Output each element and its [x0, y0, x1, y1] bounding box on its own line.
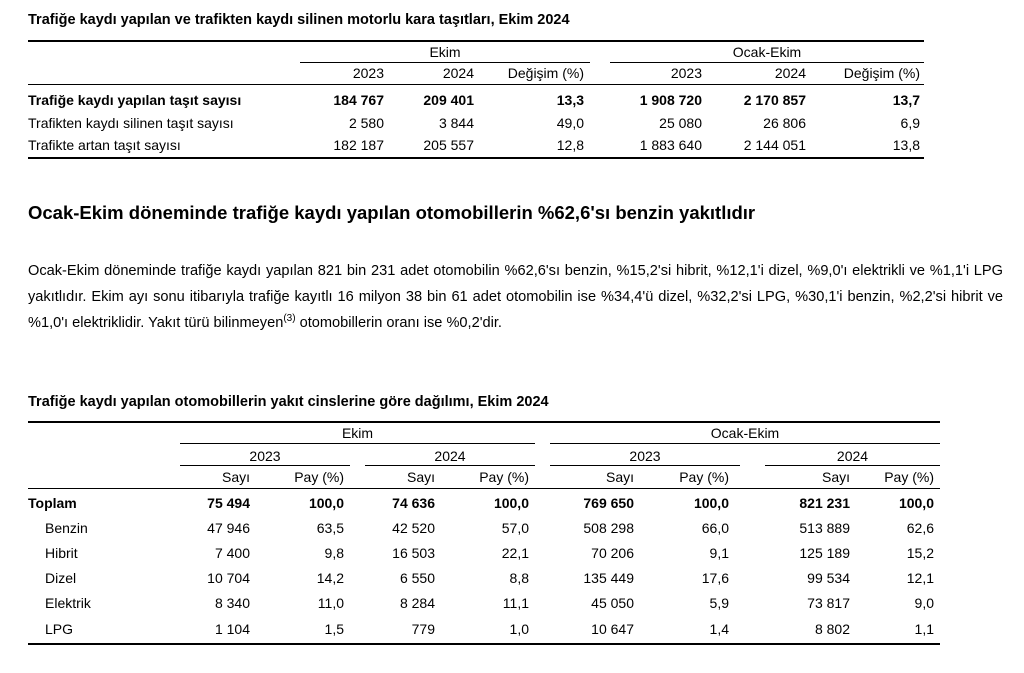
table2-cell: 45 050 — [591, 595, 634, 611]
table2-cell: 5,9 — [709, 595, 729, 611]
section-paragraph — [28, 258, 1003, 336]
table2-cell: 125 189 — [799, 545, 850, 561]
table2-year: 2024 — [836, 448, 869, 464]
table1-cell: 13,8 — [892, 137, 920, 153]
table1-header-rule — [28, 84, 924, 85]
table2-cell: 6 550 — [399, 570, 435, 586]
table2-row-label: Elektrik — [45, 595, 91, 611]
table1-cell: 3 844 — [438, 115, 474, 131]
table1-cell: 49,0 — [556, 115, 584, 131]
table2-year-rule — [180, 465, 350, 466]
table2-cell: 100,0 — [493, 495, 529, 511]
table2-cell: 10 647 — [591, 621, 634, 637]
table2-cell: 9,0 — [914, 595, 934, 611]
table1-bottom-rule — [28, 157, 924, 159]
table1-cell: 2 580 — [348, 115, 384, 131]
table2-cell: 1,4 — [709, 621, 729, 637]
table2-cell: 769 650 — [583, 495, 634, 511]
table2-cell: 100,0 — [693, 495, 729, 511]
table2-col-sayi: Sayı — [821, 469, 850, 485]
paragraph-text: Ocak-Ekim döneminde trafiğe kaydı yapılan 821 bin 231 adet otomobilin %62,6'sı benzin, %15,2'si hibrit, %12,1'i dizel, %9,0'ı elektrikli ve %1,1'i LPG yakıtlıdır. Ekim ayı sonu itibarıyla trafiğe kayıtlı 16 milyon 38 bin 61 adet otomobilin ise %34,4'ü dizel, %32,2'si LPG, %30,1'i benzin, %2,2'si hibrit ve %1,0'ı elektriklidir. Yakıt türü bilinmeyen — [28, 263, 1003, 331]
table2-cell: 508 298 — [583, 520, 634, 536]
table1-cell: 6,9 — [900, 115, 920, 131]
table2-header-rule — [28, 488, 940, 489]
table2-cell: 100,0 — [898, 495, 934, 511]
table2-year-rule — [365, 465, 535, 466]
table2-cell: 1,0 — [509, 621, 529, 637]
table1-cell: 182 187 — [333, 137, 384, 153]
table2-caption: Trafiğe kaydı yapılan otomobillerin yakıt cinslerine göre dağılımı, Ekim 2024 — [28, 394, 549, 410]
table2-cell: 47 946 — [207, 520, 250, 536]
table1-col-year: 2024 — [442, 65, 474, 81]
table2-cell: 100,0 — [308, 495, 344, 511]
table2-cell: 73 817 — [807, 595, 850, 611]
table2-cell: 9,1 — [709, 545, 729, 561]
table2-cell: 11,1 — [502, 595, 529, 611]
table2-cell: 16 503 — [392, 545, 435, 561]
table1-group-rule-ekim — [300, 62, 590, 63]
table2-cell: 14,2 — [316, 570, 344, 586]
table2-cell: 70 206 — [591, 545, 634, 561]
footnote-mark: (3) — [283, 313, 296, 324]
table2-cell: 8,8 — [509, 570, 529, 586]
table2-row-label: Toplam — [28, 495, 77, 511]
table2-cell: 66,0 — [701, 520, 729, 536]
table2-bottom-rule — [28, 643, 940, 645]
table2-cell: 17,6 — [701, 570, 729, 586]
table1-col-year: 2023 — [670, 65, 702, 81]
table2-col-sayi: Sayı — [221, 469, 250, 485]
table2-cell: 75 494 — [207, 495, 250, 511]
table2-top-rule — [28, 421, 940, 423]
table1-col-change: Değişim (%) — [507, 65, 584, 81]
table1-col-year: 2024 — [774, 65, 806, 81]
table2-row-label: Benzin — [45, 520, 88, 536]
table2-cell: 99 534 — [807, 570, 850, 586]
table2-year: 2023 — [249, 448, 281, 464]
table2-col-pay: Pay (%) — [884, 469, 934, 485]
table1-cell: 13,3 — [556, 92, 584, 108]
table1-cell: 184 767 — [333, 92, 384, 108]
table2-cell: 74 636 — [392, 495, 435, 511]
table2-cell: 1 104 — [214, 621, 250, 637]
table2-group-ocak-ekim: Ocak-Ekim — [710, 425, 780, 441]
table1-cell: 26 806 — [763, 115, 806, 131]
table2-cell: 779 — [411, 621, 435, 637]
table2-year: 2024 — [434, 448, 466, 464]
table1-cell: 13,7 — [892, 92, 920, 108]
table2-row-label: LPG — [45, 621, 74, 637]
table2-row-label: Dizel — [45, 570, 77, 586]
table1-group-rule-ocak-ekim — [610, 62, 924, 63]
table1-group-ekim: Ekim — [429, 44, 461, 60]
table2-group-rule-ekim — [180, 443, 535, 444]
table2-cell: 1,5 — [324, 621, 344, 637]
table1-cell: 12,8 — [556, 137, 584, 153]
table1-row-label: Trafikte artan taşıt sayısı — [28, 137, 181, 153]
table2-cell: 63,5 — [316, 520, 344, 536]
table2-cell: 135 449 — [583, 570, 634, 586]
table2-cell: 42 520 — [392, 520, 435, 536]
table1-group-ocak-ekim: Ocak-Ekim — [732, 44, 802, 60]
table1-cell: 209 401 — [423, 92, 474, 108]
table2-cell: 12,1 — [906, 570, 934, 586]
table2-cell: 7 400 — [214, 545, 250, 561]
table1-cell: 205 557 — [423, 137, 474, 153]
section-heading: Ocak-Ekim döneminde trafiğe kaydı yapılan otomobillerin %62,6'sı benzin yakıtlıdır — [28, 202, 756, 223]
table1-col-year: 2023 — [352, 65, 384, 81]
table1-cell: 2 144 051 — [743, 137, 806, 153]
table2-year: 2023 — [629, 448, 661, 464]
table1-row-label: Trafiğe kaydı yapılan taşıt sayısı — [28, 92, 242, 108]
table2-col-pay: Pay (%) — [294, 469, 344, 485]
table1-col-change: Değişim (%) — [843, 65, 920, 81]
table2-cell: 1,1 — [914, 621, 934, 637]
table1-cell: 25 080 — [659, 115, 702, 131]
table1-cell: 1 908 720 — [639, 92, 702, 108]
table2-cell: 57,0 — [501, 520, 529, 536]
table1-cell: 2 170 857 — [743, 92, 806, 108]
table2-group-rule-ocak-ekim — [550, 443, 940, 444]
table1-row-label: Trafikten kaydı silinen taşıt sayısı — [28, 115, 234, 131]
table2-row-label: Hibrit — [45, 545, 78, 561]
table1-cell: 1 883 640 — [639, 137, 702, 153]
table2-col-pay: Pay (%) — [479, 469, 529, 485]
table2-cell: 513 889 — [799, 520, 850, 536]
table2-year-rule — [550, 465, 740, 466]
table2-cell: 8 340 — [214, 595, 250, 611]
table2-year-rule — [765, 465, 940, 466]
table2-group-ekim: Ekim — [341, 425, 374, 441]
table2-col-pay: Pay (%) — [679, 469, 729, 485]
table2-col-sayi: Sayı — [605, 469, 634, 485]
table1-caption: Trafiğe kaydı yapılan ve trafikten kaydı silinen motorlu kara taşıtları, Ekim 2024 — [28, 12, 570, 28]
table2-cell: 821 231 — [799, 495, 850, 511]
table2-cell: 9,8 — [324, 545, 344, 561]
table2-cell: 10 704 — [207, 570, 250, 586]
paragraph-text-end: otomobillerin oranı ise %0,2'dir. — [295, 315, 502, 331]
table2-cell: 8 802 — [814, 621, 850, 637]
table2-col-sayi: Sayı — [406, 469, 435, 485]
table1-top-rule — [28, 40, 924, 42]
table2-cell: 8 284 — [399, 595, 435, 611]
table2-cell: 11,0 — [317, 595, 344, 611]
table2-cell: 15,2 — [906, 545, 934, 561]
table2-cell: 22,1 — [501, 545, 529, 561]
table2-cell: 62,6 — [906, 520, 934, 536]
